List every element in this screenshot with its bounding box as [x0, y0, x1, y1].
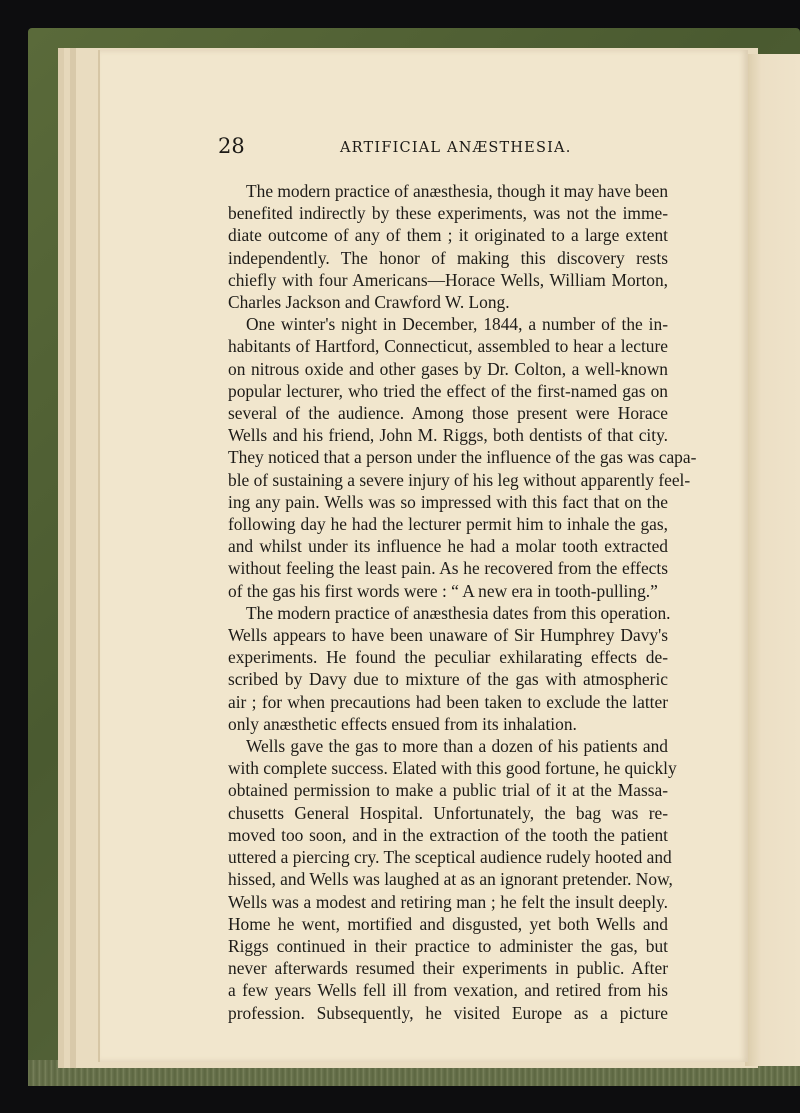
text-line: several of the audience. Among those present were Horace [228, 403, 668, 424]
page-header [218, 134, 658, 166]
facing-page-edge [745, 54, 800, 1066]
text-line: of the gas his first words were : “ A new era in tooth-pulling.” [228, 580, 658, 601]
text-line: chusetts General Hospital. Unfortunately, the bag was re- [228, 802, 668, 823]
text-line: Wells and his friend, John M. Riggs, both dentists of that city. [228, 425, 668, 446]
text-line: Riggs continued in their practice to administer the gas, but [228, 935, 668, 956]
page-number: 28 [218, 134, 245, 158]
paragraph-1 [228, 180, 668, 313]
text-line: hissed, and Wells was laughed at as an ignorant pretender. Now, [228, 869, 673, 890]
text-line: The modern practice of anæsthesia, though it may have been [246, 181, 669, 201]
text-line: habitants of Hartford, Connecticut, assembled to hear a lecture [228, 336, 668, 357]
text-line: following day he had the lecturer permit him to inhale the gas, [228, 514, 668, 535]
text-line: uttered a piercing cry. The sceptical audience rudely hooted and [228, 847, 672, 868]
text-line: Home he went, mortified and disgusted, yet both Wells and [228, 913, 668, 934]
body-text [228, 180, 697, 1024]
text-line: Charles Jackson and Crawford W. Long. [228, 292, 510, 313]
text-line: obtained permission to make a public trial of it at the Massa- [228, 780, 668, 801]
text-line: only anæsthetic effects ensued from its inhalation. [228, 713, 577, 734]
text-line: popular lecturer, who tried the effect of the first-named gas on [228, 380, 668, 401]
paragraph-2 [228, 313, 697, 602]
text-line: a few years Wells fell ill from vexation, and retired from his [228, 980, 668, 1001]
text-line: and whilst under its influence he had a molar tooth extracted [228, 536, 668, 557]
text-line: Wells appears to have been unaware of Sir Humphrey Davy's [228, 625, 668, 646]
running-head: ARTIFICIAL ANÆSTHESIA. [340, 140, 572, 156]
text-line: on nitrous oxide and other gases by Dr. Colton, a well-known [228, 358, 668, 379]
text-line: never afterwards resumed their experiments in public. After [228, 958, 668, 979]
text-line: profession. Subsequently, he visited Europe as a picture [228, 1002, 668, 1023]
text-line: scribed by Davy due to mixture of the gas with atmospheric [228, 669, 668, 690]
text-line: moved too soon, and in the extraction of the tooth the patient [228, 824, 668, 845]
text-line: Wells gave the gas to more than a dozen of his patients and [246, 736, 668, 757]
text-line: benefited indirectly by these experiments, was not the imme- [228, 203, 668, 224]
text-line: One winter's night in December, 1844, a number of the in- [246, 314, 668, 335]
text-line: diate outcome of any of them ; it originated to a large extent [228, 225, 668, 246]
text-line: chiefly with four Americans—Horace Wells, William Morton, [228, 269, 668, 290]
text-line: with complete success. Elated with this good fortune, he quickly [228, 758, 677, 779]
text-line: Wells was a modest and retiring man ; he felt the insult deeply. [228, 891, 668, 912]
text-line: The modern practice of anæsthesia dates from this operation. [246, 602, 671, 623]
text-line: air ; for when precautions had been taken to exclude the latter [228, 691, 668, 712]
text-line: independently. The honor of making this discovery rests [228, 247, 668, 268]
paragraph-4 [228, 735, 677, 1024]
text-line: ble of sustaining a severe injury of his leg without apparently feel- [228, 469, 691, 490]
text-line: ing any pain. Wells was so impressed with this fact that on the [228, 491, 668, 512]
paragraph-3 [228, 602, 671, 735]
text-line: without feeling the least pain. As he recovered from the effects [228, 558, 668, 579]
text-line: They noticed that a person under the influence of the gas was capa- [228, 447, 697, 468]
text-line: experiments. He found the peculiar exhilarating effects de- [228, 647, 668, 668]
